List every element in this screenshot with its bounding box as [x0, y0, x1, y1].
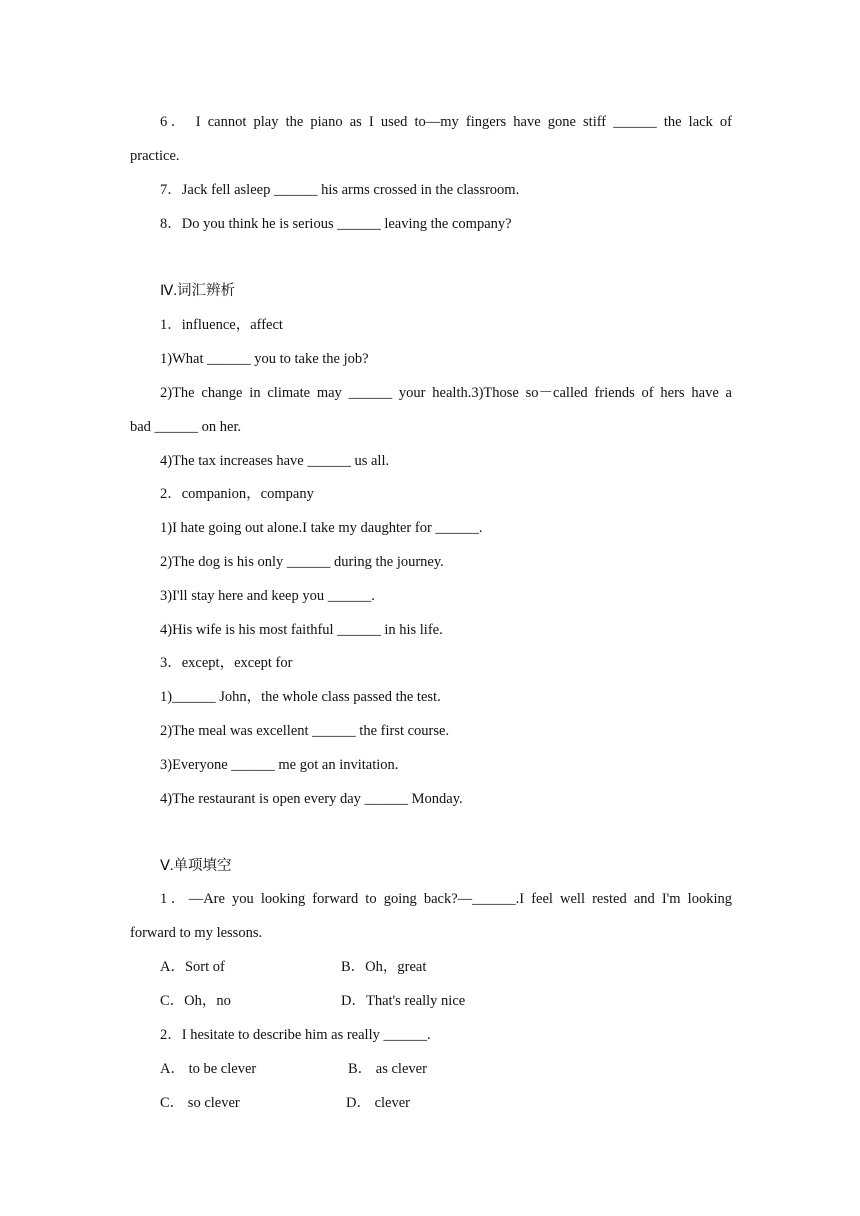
group-1-question-2-line1: 2)The change in climate may ______ your health.3)Those so－called friends of hers have a: [160, 385, 732, 401]
group-2-title: 2．companion，company: [160, 486, 314, 502]
section-5-heading: Ⅴ.单项填空: [160, 858, 232, 874]
group-1-question-2-line2: bad ______ on her.: [130, 419, 242, 435]
group-2-question-4: 4)His wife is his most faithful ______ in his life.: [160, 622, 443, 638]
group-3-title: 3．except，except for: [160, 655, 293, 671]
question-7: 7．Jack fell asleep ______ his arms crossed in the classroom.: [160, 182, 520, 198]
group-1-question-1: 1)What ______ you to take the job?: [160, 351, 369, 367]
mc-question-1-option-a: A．Sort of: [160, 959, 225, 975]
section-4-heading: Ⅳ.词汇辨析: [160, 283, 236, 299]
group-3-question-1: 1)______ John，the whole class passed the test.: [160, 689, 441, 705]
group-3-question-2: 2)The meal was excellent ______ the first course.: [160, 723, 450, 739]
mc-question-1-option-d: D．That's really nice: [341, 993, 466, 1009]
group-1-question-4: 4)The tax increases have ______ us all.: [160, 453, 390, 469]
group-3-question-3: 3)Everyone ______ me got an invitation.: [160, 757, 399, 773]
question-6-line1: 6． I cannot play the piano as I used to—my fingers have gone stiff ______ the lack of: [160, 114, 732, 130]
mc-question-2-option-d: D． clever: [346, 1095, 411, 1111]
group-2-question-2: 2)The dog is his only ______ during the journey.: [160, 554, 444, 570]
group-2-question-3: 3)I'll stay here and keep you ______.: [160, 588, 375, 604]
mc-question-1-line1: 1．—Are you looking forward to going back?—______.I feel well rested and I'm looking: [160, 891, 732, 907]
mc-question-1-option-c: C．Oh，no: [160, 993, 231, 1009]
mc-question-2-option-b: B． as clever: [348, 1061, 427, 1077]
group-3-question-4: 4)The restaurant is open every day ______ Monday.: [160, 791, 463, 807]
group-1-title: 1．influence，affect: [160, 317, 283, 333]
mc-question-2-option-a: A． to be clever: [160, 1061, 257, 1077]
group-2-question-1: 1)I hate going out alone.I take my daughter for ______.: [160, 520, 483, 536]
question-6-line2: practice.: [130, 148, 180, 164]
mc-question-1-option-b: B．Oh，great: [341, 959, 427, 975]
question-8: 8．Do you think he is serious ______ leaving the company?: [160, 216, 512, 232]
mc-question-2-option-c: C． so clever: [160, 1095, 240, 1111]
mc-question-1-line2: forward to my lessons.: [130, 925, 263, 941]
mc-question-2-stem: 2．I hesitate to describe him as really ______.: [160, 1027, 431, 1043]
